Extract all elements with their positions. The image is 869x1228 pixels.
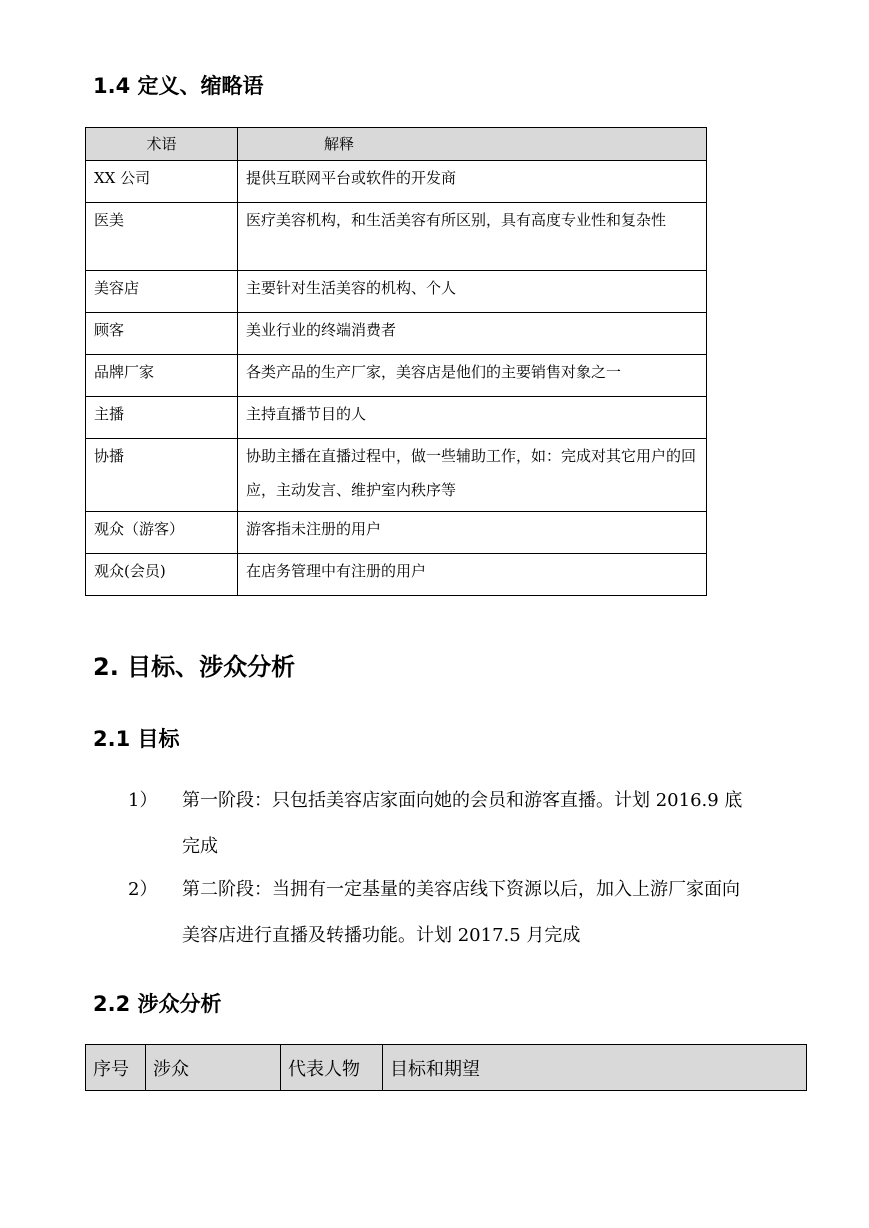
term-cell: 顾客 (86, 313, 238, 355)
desc-cell: 主要针对生活美容的机构、个人 (238, 271, 707, 313)
table-row (86, 439, 707, 512)
table-row (86, 397, 707, 439)
table-row (86, 203, 707, 271)
desc-cell: 医疗美容机构，和生活美容有所区别，具有高度专业性和复杂性 (238, 203, 707, 271)
column-header-goals: 目标和期望 (383, 1045, 807, 1091)
desc-cell: 各类产品的生产厂家，美容店是他们的主要销售对象之一 (238, 355, 707, 397)
section-heading-2: 2. 目标、涉众分析 (93, 653, 296, 681)
table-row (86, 554, 707, 596)
section-heading-2-2: 2.2 涉众分析 (93, 992, 222, 1016)
table-header-row (86, 1045, 807, 1091)
table-row (86, 313, 707, 355)
terms-table (85, 127, 707, 596)
column-header-term: 术语 (86, 128, 238, 161)
term-cell: 协播 (86, 439, 238, 512)
column-header-stakeholder: 涉众 (146, 1045, 281, 1091)
desc-cell: 主持直播节目的人 (238, 397, 707, 439)
column-header-representative: 代表人物 (281, 1045, 383, 1091)
goal-text: 第一阶段：只包括美容店家面向她的会员和游客直播。计划 2016.9 底完成 (182, 790, 743, 857)
term-cell: 美容店 (86, 271, 238, 313)
term-cell: 医美 (86, 203, 238, 271)
term-cell: 观众（游客） (86, 512, 238, 554)
table-row (86, 512, 707, 554)
table-row (86, 161, 707, 203)
table-header-row (86, 128, 707, 161)
desc-cell: 在店务管理中有注册的用户 (238, 554, 707, 596)
term-cell: 主播 (86, 397, 238, 439)
column-header-desc: 解释 (238, 128, 707, 161)
table-row (86, 271, 707, 313)
desc-cell: 美业行业的终端消费者 (238, 313, 707, 355)
term-cell: 品牌厂家 (86, 355, 238, 397)
desc-cell: 提供互联网平台或软件的开发商 (238, 161, 707, 203)
table-row (86, 355, 707, 397)
goal-number: 2） (128, 879, 158, 900)
term-cell: XX 公司 (86, 161, 238, 203)
section-heading-1-4: 1.4 定义、缩略语 (93, 74, 264, 98)
desc-cell: 协助主播在直播过程中，做一些辅助工作，如：完成对其它用户的回应，主动发言、维护室内秩序等 (238, 439, 707, 512)
desc-cell: 游客指未注册的用户 (238, 512, 707, 554)
section-heading-2-1: 2.1 目标 (93, 727, 180, 751)
term-cell: 观众(会员) (86, 554, 238, 596)
goal-number: 1） (128, 790, 158, 811)
goal-text: 第二阶段：当拥有一定基量的美容店线下资源以后，加入上游厂家面向美容店进行直播及转播功能。计划 2017.5 月完成 (182, 879, 740, 946)
stakeholder-table (85, 1044, 807, 1091)
column-header-index: 序号 (86, 1045, 146, 1091)
